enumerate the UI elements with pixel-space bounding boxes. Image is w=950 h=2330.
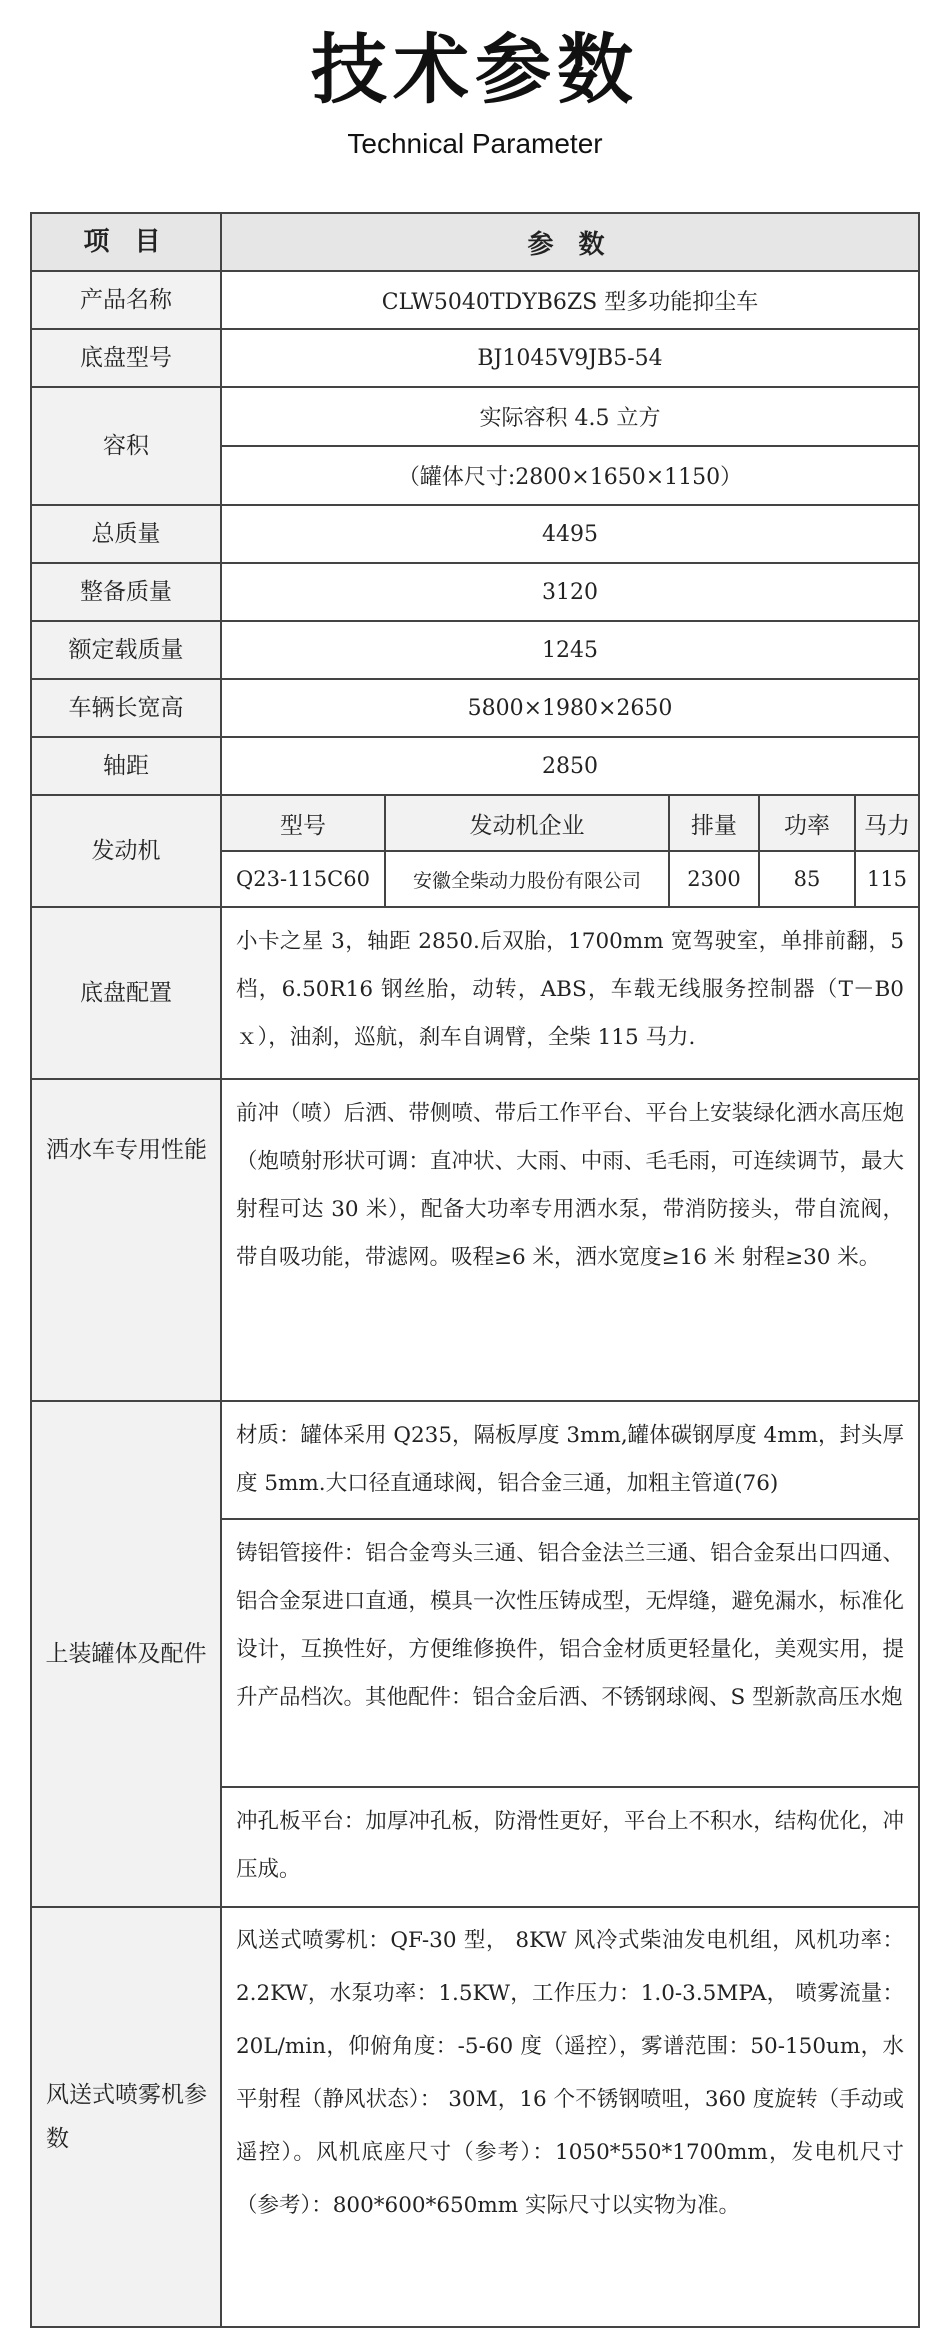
value-product-name: CLW5040TDYB6ZS 型多功能抑尘车 (222, 272, 920, 328)
label-volume: 容积 (32, 388, 222, 504)
value-sprinkler: 前冲（喷）后洒、带侧喷、带后工作平台、平台上安装绿化洒水高压炮（炮喷射形状可调：直冲状、大雨、中雨、毛毛雨，可连续调节，最大射程可达 30 米），配备大功率专用洒水泵，带消防接头，带自流阀，带自吸功能，带滤网。吸程≥6 米，洒水宽度≥16 米 射程≥30 米。 (222, 1080, 920, 1400)
label-rated-load: 额定载质量 (32, 622, 222, 678)
label-wheelbase: 轴距 (32, 738, 222, 794)
row-tank (32, 1402, 920, 1908)
tank-values (222, 1402, 920, 1906)
table-header-row (32, 214, 920, 272)
row-chassis-model (32, 330, 920, 388)
engine-value-row (222, 850, 920, 906)
title-cn: 技术参数 (311, 25, 639, 114)
row-product-name (32, 272, 920, 330)
value-tank-platform: 冲孔板平台：加厚冲孔板，防滑性更好，平台上不积水，结构优化，冲压成。 (222, 1786, 918, 1904)
value-rated-load: 1245 (222, 622, 920, 678)
value-dimensions: 5800×1980×2650 (222, 680, 920, 736)
header-param: 参 数 (222, 214, 920, 270)
label-mist: 风送式喷雾机参数 (32, 1908, 222, 2326)
row-rated-load (32, 622, 920, 680)
label-gross-mass: 总质量 (32, 506, 222, 562)
engine-header-maker: 发动机企业 (386, 796, 670, 850)
engine-model: Q23-115C60 (222, 852, 386, 906)
value-gross-mass: 4495 (222, 506, 920, 562)
engine-header-model: 型号 (222, 796, 386, 850)
label-chassis-config: 底盘配置 (32, 908, 222, 1078)
label-curb-mass: 整备质量 (32, 564, 222, 620)
engine-displacement: 2300 (670, 852, 760, 906)
label-chassis-model: 底盘型号 (32, 330, 222, 386)
row-engine (32, 796, 920, 908)
header-item: 项 目 (32, 214, 222, 270)
value-volume-actual: 实际容积 4.5 立方 (479, 406, 661, 431)
volume-values (222, 388, 920, 504)
row-dimensions (32, 680, 920, 738)
label-engine: 发动机 (32, 796, 222, 906)
title-en: Technical Parameter (347, 128, 603, 159)
engine-header-power: 功率 (760, 796, 856, 850)
value-volume-tank-size: （罐体尺寸:2800×1650×1150） (222, 445, 918, 504)
value-chassis-model: BJ1045V9JB5-54 (222, 330, 920, 386)
value-chassis-config: 小卡之星 3，轴距 2850.后双胎，1700mm 宽驾驶室，单排前翻，5 档，6.50R16 钢丝胎，动转，ABS，车载无线服务控制器（T－B0ｘ），油刹，巡航，刹车自调臂，全柴 115 马力. (222, 908, 920, 1078)
label-product-name: 产品名称 (32, 272, 222, 328)
engine-horsepower: 115 (856, 852, 920, 906)
label-dimensions: 车辆长宽高 (32, 680, 222, 736)
row-sprinkler (32, 1080, 920, 1402)
engine-header-displacement: 排量 (670, 796, 760, 850)
row-curb-mass (32, 564, 920, 622)
label-sprinkler: 洒水车专用性能 (32, 1080, 222, 1400)
row-mist (32, 1908, 920, 2328)
value-mist: 风送式喷雾机：QF-30 型， 8KW 风冷式柴油发电机组，风机功率：2.2KW，水泵功率：1.5KW，工作压力：1.0-3.5MPA， 喷雾流量：20L/min，仰俯角度：-5-60 度（遥控），雾谱范围：50-150um，水平射程（静风状态）： 30M，16 个不锈钢喷咀，360 度旋转（手动或遥控）。风机底座尺寸（参考）：1050*550*1700mm，发电机尺寸（参考）：800*600*650mm 实际尺寸以实物为准。 (222, 1908, 920, 2326)
value-tank-fittings: 铸铝管接件：铝合金弯头三通、铝合金法兰三通、铝合金泵出口四通、铝合金泵进口直通，模具一次性压铸成型，无焊缝，避免漏水，标准化设计，互换性好，方便维修换件，铝合金材质更轻量化，美观实用，提升产品档次。其他配件：铝合金后洒、不锈钢球阀、S 型新款高压水炮 (222, 1518, 918, 1786)
engine-header-horsepower: 马力 (856, 796, 920, 850)
engine-header-row (222, 796, 920, 850)
spec-table (30, 212, 920, 2328)
value-wheelbase: 2850 (222, 738, 920, 794)
row-gross-mass (32, 506, 920, 564)
row-volume (32, 388, 920, 506)
page-header (0, 0, 950, 200)
engine-subtable (222, 796, 920, 906)
row-wheelbase (32, 738, 920, 796)
row-chassis-config (32, 908, 920, 1080)
value-curb-mass: 3120 (222, 564, 920, 620)
engine-power: 85 (760, 852, 856, 906)
label-tank: 上装罐体及配件 (32, 1402, 222, 1906)
engine-maker: 安徽全柴动力股份有限公司 (386, 852, 670, 906)
value-tank-material: 材质：罐体采用 Q235，隔板厚度 3mm,罐体碳钢厚度 4mm，封头厚度 5mm.大口径直通球阀，铝合金三通，加粗主管道(76) (236, 1423, 904, 1496)
